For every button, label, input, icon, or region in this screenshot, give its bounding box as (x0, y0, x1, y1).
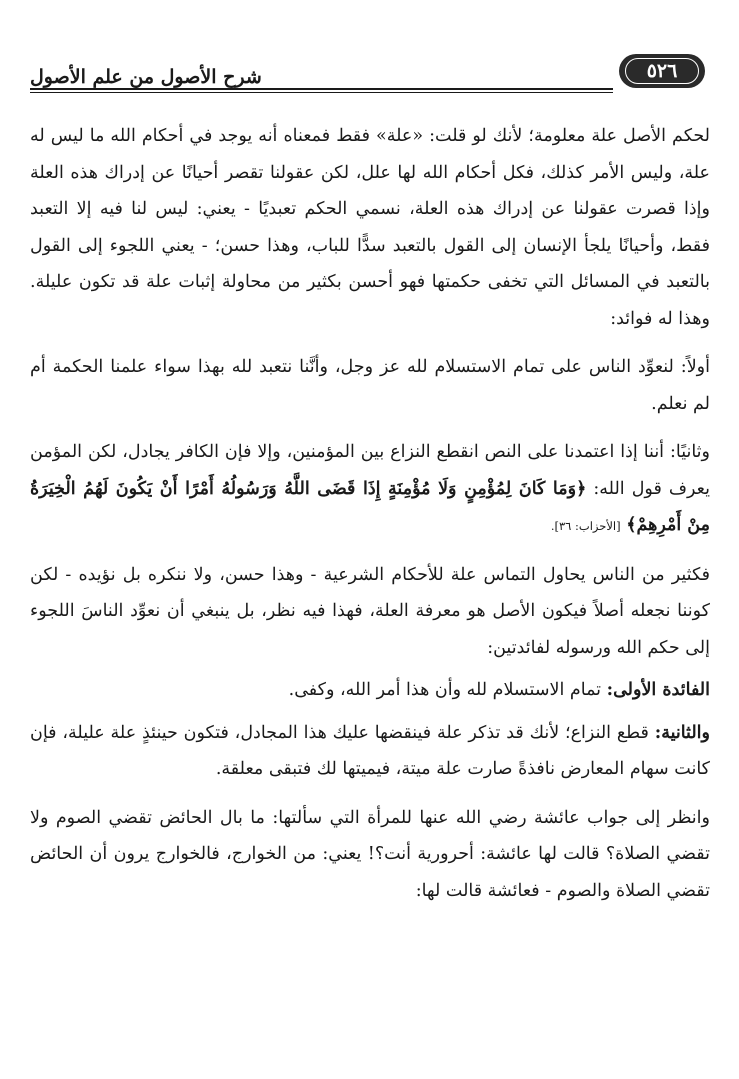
paragraph-first-benefit: أولاً: لنعوِّد الناس على تمام الاستسلام لله عز وجل، وأنَّنا نتعبد لله بهذا سواء علمنا الحكمة أم لم نعلم. (30, 357, 710, 414)
quran-verse: ﴿وَمَا كَانَ لِمُؤْمِنٍ وَلَا مُؤْمِنَةٍ إِذَا قَضَى اللَّهُ وَرَسُولُهُ أَمْرًا أَنْ يَكُونَ لَهُمُ الْخِيَرَةُ مِنْ أَمْرِهِمْ﴾ (30, 478, 710, 535)
paragraph-aisha: وانظر إلى جواب عائشة رضي الله عنها للمرأة التي سألتها: ما بال الحائض تقضي الصوم ولا تقضي الصلاة؟ قالت لها عائشة: أحرورية أنت؟! يعني: من الخوارج، فالخوارج يرون أن الحائض تقضي الصلاة والصوم - فعائشة قالت لها: (30, 807, 710, 901)
header-rule (30, 88, 613, 90)
paragraph-intro: لحكم الأصل علة معلومة؛ لأنك لو قلت: «علة» فقط فمعناه أنه يوجد في أحكام الله ما ليس له علة، وليس الأمر كذلك، فكل أحكام الله لها علل، لكن عقولنا تقصر أحيانًا عن إدراك هذه العلة وإذا قصرت عقولنا عن إدراك هذه العلة، نسمي الحكم تعبديًا - يعني: ليس لنا فيه إلا التعبد فقط، وأحيانًا يلجأ الإنسان إلى القول بالتعبد سدًّا للباب، وهذا حسن؛ - يعني اللجوء إلى القول بالتعبد في المسائل التي تخفى حكمتها فهو أحسن بكثير من محاولة إثبات علة قد تكون عليلة. وهذا له فوائد: (30, 126, 710, 329)
paragraph-benefit-one (30, 672, 710, 709)
header-rule-thin (30, 92, 613, 93)
paragraph-second-benefit (30, 434, 710, 545)
running-title: شرح الأصول من علم الأصول (30, 66, 262, 88)
page-body (30, 118, 710, 909)
paragraph-second-text: وثانيًا: أننا إذا اعتمدنا على النص انقطع النزاع بين المؤمنين، وإلا فإن الكافر يجادل، لكن المؤمن يعرف قول الله: (30, 442, 710, 499)
benefit-two-text: قطع النزاع؛ لأنك قد تذكر علة فينقضها عليك هذا المجادل، فتكون حينئذٍ علة عليلة، فإن كانت سهام المعارض نافذةً صارت علة ميتة، فيميتها لك فتبقى معلقة. (30, 722, 710, 779)
benefit-one-text: تمام الاستسلام لله وأن هذا أمر الله، وكفى. (288, 680, 607, 700)
page-header (30, 50, 705, 96)
benefit-one-label: الفائدة الأولى: (606, 680, 710, 700)
benefit-two-label: والثانية: (654, 722, 710, 743)
verse-reference: [الأحزاب: ٣٦]. (550, 519, 621, 533)
paragraph-seeking-cause: فكثير من الناس يحاول التماس علة للأحكام الشرعية - وهذا حسن، ولا ننكره بل نؤيده - لكن كوننا نجعله أصلاً فيكون الأصل هو معرفة العلة، فهذا فيه نظر، بل ينبغي أن نعوِّد الناسَ اللجوء إلى حكم الله ورسوله لفائدتين: (30, 564, 710, 658)
paragraph-benefit-two (30, 715, 710, 788)
page-number-badge: ٥٢٦ (619, 54, 705, 88)
